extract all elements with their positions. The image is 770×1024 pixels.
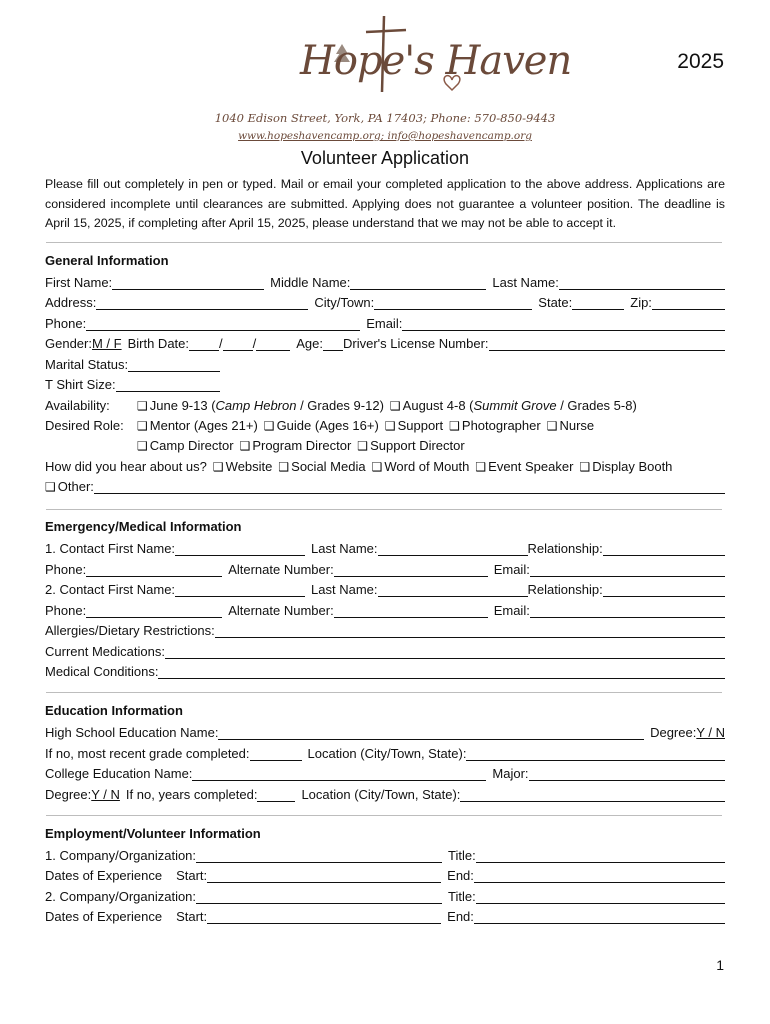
page-number: 1 xyxy=(716,957,724,973)
hs-location-field[interactable] xyxy=(466,746,725,761)
middle-name-label: Middle Name: xyxy=(270,275,351,290)
tshirt-row xyxy=(45,374,725,392)
start1-field[interactable] xyxy=(207,868,441,883)
checkbox-icon[interactable]: ❑ xyxy=(357,439,369,453)
heard-row xyxy=(45,456,725,474)
company2-label: 2. Company/Organization: xyxy=(45,889,197,904)
recent-grade-field[interactable] xyxy=(250,746,302,761)
medications-row xyxy=(45,641,725,659)
hs-degree-label: Degree: xyxy=(650,725,697,740)
role-option: Nurse xyxy=(559,418,595,433)
allergies-field[interactable] xyxy=(215,623,725,638)
form-year: 2025 xyxy=(677,50,724,73)
contact2-alt-field[interactable] xyxy=(334,603,488,618)
contact2-row xyxy=(45,579,725,597)
contact1-alt-label: Alternate Number: xyxy=(228,562,334,577)
contact2-phone-field[interactable] xyxy=(86,603,222,618)
avail-june: June 9-13 (Camp Hebron / Grades 9-12) xyxy=(149,398,384,413)
role-option: Program Director xyxy=(252,438,352,453)
birth-year-field[interactable] xyxy=(256,336,290,351)
checkbox-icon[interactable]: ❑ xyxy=(45,480,56,494)
email-label: Email: xyxy=(366,316,403,331)
desired-role-row xyxy=(45,415,725,433)
first-name-label: First Name: xyxy=(45,275,113,290)
age-field[interactable] xyxy=(323,336,343,351)
dates2-row xyxy=(45,906,725,924)
contact1-phone-label: Phone: xyxy=(45,562,87,577)
checkbox-icon[interactable]: ❑ xyxy=(137,419,148,433)
desired-role-label: Desired Role: xyxy=(45,418,124,433)
checkbox-icon[interactable]: ❑ xyxy=(384,419,396,433)
start2-field[interactable] xyxy=(207,909,441,924)
checkbox-icon[interactable]: ❑ xyxy=(239,439,251,453)
contact2-relationship-field[interactable] xyxy=(603,582,725,597)
heard-option: Word of Mouth xyxy=(384,459,470,474)
heard-question: How did you hear about us? xyxy=(45,459,207,474)
address-field[interactable] xyxy=(96,295,308,310)
end2-label: End: xyxy=(447,909,474,924)
high-school-row xyxy=(45,722,725,740)
hs-degree-option[interactable]: Y / N xyxy=(696,725,725,740)
major-field[interactable] xyxy=(529,766,725,781)
conditions-row xyxy=(45,661,725,679)
role-option: Support Director xyxy=(370,438,465,453)
birth-day-field[interactable] xyxy=(223,336,253,351)
other-label: Other: xyxy=(57,479,94,494)
contact2-email-label: Email: xyxy=(493,603,530,618)
education-heading: Education Information xyxy=(45,703,183,718)
availability-row xyxy=(45,395,725,413)
phone-row xyxy=(45,313,725,331)
allergies-label: Allergies/Dietary Restrictions: xyxy=(45,623,215,638)
company2-row xyxy=(45,886,725,904)
middle-name-field[interactable] xyxy=(350,275,486,290)
drivers-license-field[interactable] xyxy=(489,336,725,351)
birth-month-field[interactable] xyxy=(189,336,219,351)
dates2-label: Dates of Experience xyxy=(45,909,163,924)
medications-field[interactable] xyxy=(165,644,725,659)
age-label: Age: xyxy=(296,336,324,351)
last-name-field[interactable] xyxy=(559,275,725,290)
years-completed-label: If no, years completed: xyxy=(125,787,258,802)
company1-field[interactable] xyxy=(196,848,442,863)
marital-row xyxy=(45,354,725,372)
company1-row xyxy=(45,845,725,863)
page-title: Volunteer Application xyxy=(300,148,470,168)
college-field[interactable] xyxy=(192,766,486,781)
checkbox-icon[interactable]: ❑ xyxy=(263,419,275,433)
email-field[interactable] xyxy=(402,316,725,331)
college-label: College Education Name: xyxy=(45,766,193,781)
allergies-row xyxy=(45,620,725,638)
conditions-label: Medical Conditions: xyxy=(45,664,159,679)
zip-label: Zip: xyxy=(630,295,652,310)
start2-label: Start: xyxy=(176,909,208,924)
start1-label: Start: xyxy=(176,868,208,883)
contact1-alt-field[interactable] xyxy=(334,562,488,577)
divider xyxy=(46,242,722,243)
checkbox-icon[interactable]: ❑ xyxy=(137,439,148,453)
heard-option: Display Booth xyxy=(592,459,673,474)
medications-label: Current Medications: xyxy=(45,644,165,659)
checkbox-icon[interactable]: ❑ xyxy=(449,419,460,433)
marital-status-label: Marital Status: xyxy=(45,357,129,372)
marital-status-field[interactable] xyxy=(128,357,220,372)
checkbox-icon[interactable]: ❑ xyxy=(278,460,290,474)
college-degree-option[interactable]: Y / N xyxy=(91,787,120,802)
heard-option: Event Speaker xyxy=(488,459,574,474)
date-separator: / xyxy=(252,336,257,351)
emergency-heading: Emergency/Medical Information xyxy=(45,519,242,534)
drivers-license-label: Driver's License Number: xyxy=(343,336,489,351)
contact2-last-label: Last Name: xyxy=(311,582,378,597)
contact1-phone-row xyxy=(45,559,725,577)
contact1-relationship-field[interactable] xyxy=(603,541,725,556)
contact1-email-label: Email: xyxy=(493,562,530,577)
contact2-phone-label: Phone: xyxy=(45,603,87,618)
other-field[interactable] xyxy=(94,479,725,494)
checkbox-icon[interactable]: ❑ xyxy=(212,460,224,474)
conditions-field[interactable] xyxy=(158,664,725,679)
employment-heading: Employment/Volunteer Information xyxy=(45,826,261,841)
college-location-label: Location (City/Town, State): xyxy=(301,787,461,802)
checkbox-icon[interactable]: ❑ xyxy=(579,460,591,474)
tshirt-size-label: T Shirt Size: xyxy=(45,377,116,392)
desired-role-row-2 xyxy=(45,435,725,453)
gender-label: Gender: xyxy=(45,336,92,351)
first-name-field[interactable] xyxy=(112,275,264,290)
role-option: Mentor (Ages 21+) xyxy=(149,418,258,433)
high-school-label: High School Education Name: xyxy=(45,725,219,740)
checkbox-icon[interactable]: ❑ xyxy=(137,399,148,413)
address-label: Address: xyxy=(45,295,97,310)
state-label: State: xyxy=(538,295,573,310)
city-field[interactable] xyxy=(374,295,532,310)
avail-august: August 4-8 (Summit Grove / Grades 5-8) xyxy=(402,398,637,413)
last-name-label: Last Name: xyxy=(492,275,559,290)
high-school-field[interactable] xyxy=(218,725,644,740)
heard-option: Social Media xyxy=(291,459,366,474)
gender-option[interactable]: M / F xyxy=(91,336,122,351)
title1-field[interactable] xyxy=(476,848,725,863)
college-location-field[interactable] xyxy=(460,787,725,802)
recent-grade-row xyxy=(45,743,725,761)
contact2-last-field[interactable] xyxy=(378,582,528,597)
college-row xyxy=(45,763,725,781)
contact2-email-field[interactable] xyxy=(530,603,725,618)
contact2-first-field[interactable] xyxy=(175,582,305,597)
name-row xyxy=(45,272,725,290)
contact1-first-field[interactable] xyxy=(175,541,305,556)
major-label: Major: xyxy=(492,766,529,781)
contact2-first-label: 2. Contact First Name: xyxy=(45,582,176,597)
address-row xyxy=(45,292,725,310)
college-degree-label: Degree: xyxy=(45,787,92,802)
dates1-row xyxy=(45,865,725,883)
contact2-alt-label: Alternate Number: xyxy=(228,603,334,618)
zip-field[interactable] xyxy=(652,295,725,310)
title2-label: Title: xyxy=(448,889,476,904)
college-degree-row xyxy=(45,784,725,802)
logo-wordmark: Hope's Haven xyxy=(300,38,572,84)
end2-field[interactable] xyxy=(474,909,725,924)
intro-paragraph: Please fill out completely in pen or typed. Mail or email your completed application to the above address. Applications are considered incomplete until clearances are submitted. Applying does not guarantee a volunteer position. The deadline is April 15, 2025, if completing after April 15, 2025, please understand that we may not be able to accept it. xyxy=(45,177,725,230)
end1-label: End: xyxy=(447,868,474,883)
hs-location-label: Location (City/Town, State): xyxy=(307,746,467,761)
organization-web[interactable]: www.hopeshavencamp.org; info@hopeshavencamp.org xyxy=(238,130,532,142)
end1-field[interactable] xyxy=(474,868,725,883)
phone-label: Phone: xyxy=(45,316,87,331)
contact1-phone-field[interactable] xyxy=(86,562,222,577)
birth-date-label: Birth Date: xyxy=(127,336,190,351)
general-heading: General Information xyxy=(45,253,169,268)
checkbox-icon[interactable]: ❑ xyxy=(546,419,558,433)
recent-grade-label: If no, most recent grade completed: xyxy=(45,746,250,761)
checkbox-icon[interactable]: ❑ xyxy=(475,460,487,474)
date-separator: / xyxy=(219,336,223,351)
tshirt-size-field[interactable] xyxy=(116,377,220,392)
organization-address: 1040 Edison Street, York, PA 17403; Phone: 570-850-9443 xyxy=(214,111,556,125)
years-completed-field[interactable] xyxy=(257,787,295,802)
contact1-last-field[interactable] xyxy=(378,541,528,556)
state-field[interactable] xyxy=(572,295,624,310)
role-option: Guide (Ages 16+) xyxy=(276,418,379,433)
contact1-first-label: 1. Contact First Name: xyxy=(45,541,176,556)
contact2-phone-row xyxy=(45,600,725,618)
company2-field[interactable] xyxy=(196,889,442,904)
divider xyxy=(46,509,722,510)
phone-field[interactable] xyxy=(86,316,360,331)
role-option: Support xyxy=(397,418,444,433)
contact1-last-label: Last Name: xyxy=(311,541,378,556)
role-option: Photographer xyxy=(461,418,541,433)
heard-option: Website xyxy=(225,459,273,474)
checkbox-icon[interactable]: ❑ xyxy=(371,460,383,474)
divider xyxy=(46,815,722,816)
gender-row xyxy=(45,333,725,351)
checkbox-icon[interactable]: ❑ xyxy=(389,399,401,413)
contact1-row xyxy=(45,538,725,556)
other-row xyxy=(45,476,725,494)
company1-label: 1. Company/Organization: xyxy=(45,848,197,863)
dates1-label: Dates of Experience xyxy=(45,868,163,883)
availability-label: Availability: xyxy=(45,398,110,413)
contact2-relationship-label: Relationship: xyxy=(527,582,603,597)
city-label: City/Town: xyxy=(314,295,375,310)
contact1-email-field[interactable] xyxy=(530,562,725,577)
contact1-relationship-label: Relationship: xyxy=(527,541,603,556)
title2-field[interactable] xyxy=(476,889,725,904)
title1-label: Title: xyxy=(448,848,476,863)
divider xyxy=(46,692,722,693)
role-option: Camp Director xyxy=(149,438,234,453)
